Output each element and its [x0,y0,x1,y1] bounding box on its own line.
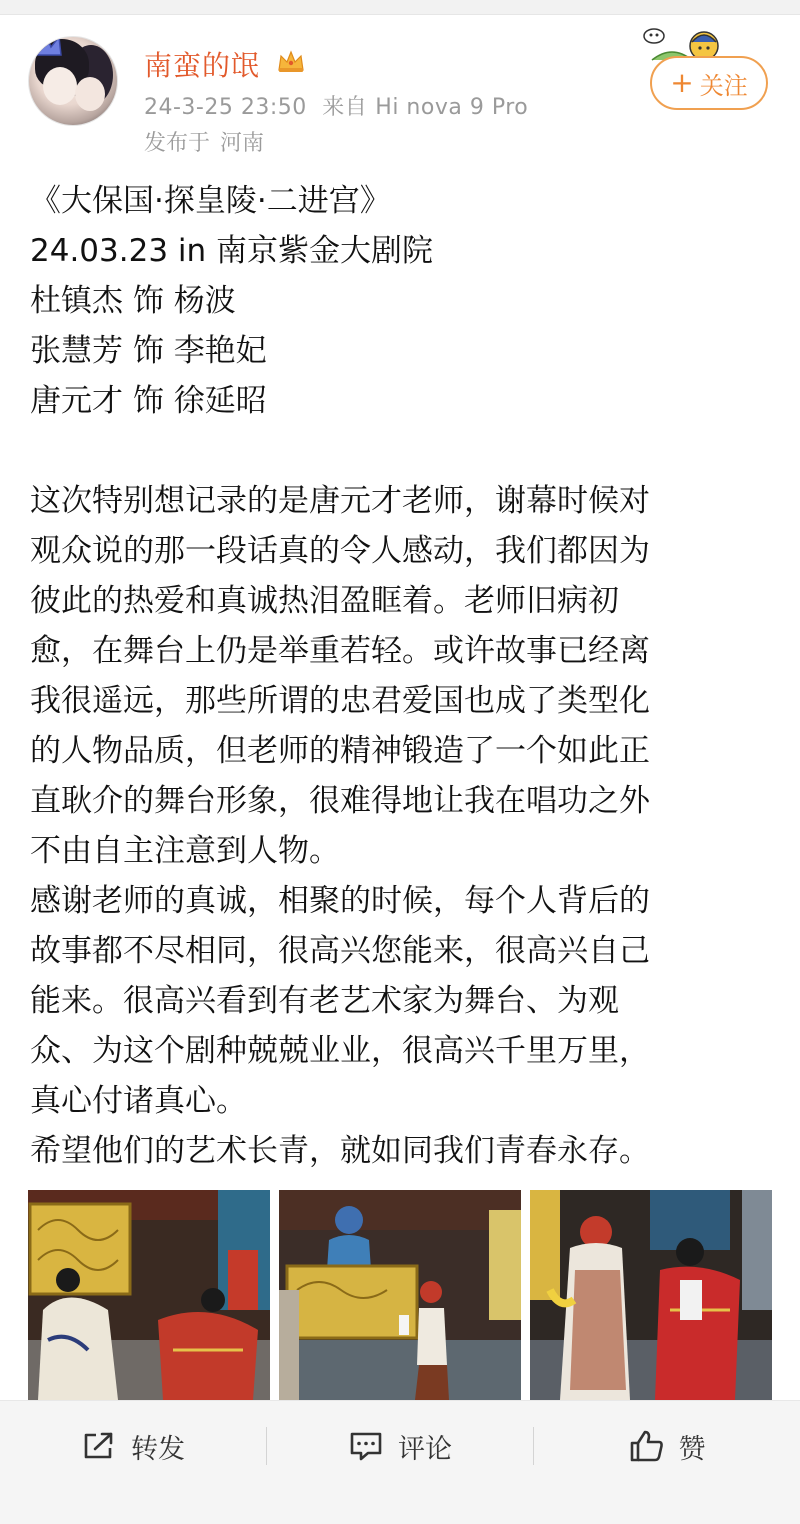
photo-thumbnail[interactable] [530,1190,772,1400]
like-button[interactable] [534,1401,800,1491]
source-prefix: 来自 [322,95,368,120]
comment-label: 评论 [398,1433,452,1465]
content-line: 彼此的热爱和真诚热泪盈眶着。老师旧病初 [30,583,619,619]
content-line: 杜镇杰 饰 杨波 [30,283,236,319]
content-line: 直耿介的舞台形象，很难得地让我在唱功之外 [30,783,650,819]
post-date: 24-3-25 23:50 [144,95,307,120]
avatar[interactable] [28,36,118,126]
follow-label: 关注 [699,71,748,100]
like-icon [629,1429,665,1463]
content-line: 能来。很高兴看到有老艺术家为舞台、为观 [30,983,619,1019]
device-name: Hi nova 9 Pro [375,95,529,120]
content-line: 不由自主注意到人物。 [30,833,340,869]
content-line: 24.03.23 in 南京紫金大剧院 [30,233,434,269]
post-meta [144,90,536,121]
content-line: 故事都不尽相同，很高兴您能来，很高兴自己 [30,933,650,969]
like-label: 赞 [678,1433,706,1465]
content-line: 《大保国·探皇陵·二进宫》 [30,183,391,219]
repost-icon [81,1430,117,1462]
paragraph-gap [30,426,750,476]
content-line: 众、为这个剧种兢兢业业，很高兴千里万里， [30,1033,650,1069]
comment-icon [348,1430,384,1462]
username[interactable]: 南蛮的氓 [144,49,261,82]
content-line: 张慧芳 饰 李艳妃 [30,333,267,369]
repost-label: 转发 [131,1433,185,1465]
repost-button[interactable] [0,1401,266,1491]
post-header [0,14,800,164]
content-line: 感谢老师的真诚，相聚的时候，每个人背后的 [30,883,650,919]
content-line: 真心付诸真心。 [30,1083,247,1119]
post-location [144,126,274,157]
follow-button[interactable] [650,56,768,110]
comment-button[interactable] [267,1401,533,1491]
content-line: 愈，在舞台上仍是举重若轻。或许故事已经离 [30,633,650,669]
location-prefix: 发布于 [144,131,211,156]
location-name: 河南 [220,131,265,156]
plus-icon: + [670,66,694,99]
content-line: 希望他们的艺术长青，就如同我们青春永存。 [30,1133,650,1169]
vip-crown-icon [276,48,306,74]
avatar-crown-decoration [28,36,65,59]
top-status-strip [0,0,800,15]
content-line: 观众说的那一段话真的令人感动，我们都因为 [30,533,650,569]
content-line: 这次特别想记录的是唐元才老师，谢幕时候对 [30,483,650,519]
content-line: 唐元才 饰 徐延昭 [30,383,267,419]
photo-thumbnail[interactable] [279,1190,521,1400]
content-line: 的人物品质，但老师的精神锻造了一个如此正 [30,733,650,769]
photo-grid [28,1190,772,1400]
content-line: 我很遥远，那些所谓的忠君爱国也成了类型化 [30,683,650,719]
photo-thumbnail[interactable] [28,1190,270,1400]
post-content [30,176,750,1176]
action-bar [0,1400,800,1524]
